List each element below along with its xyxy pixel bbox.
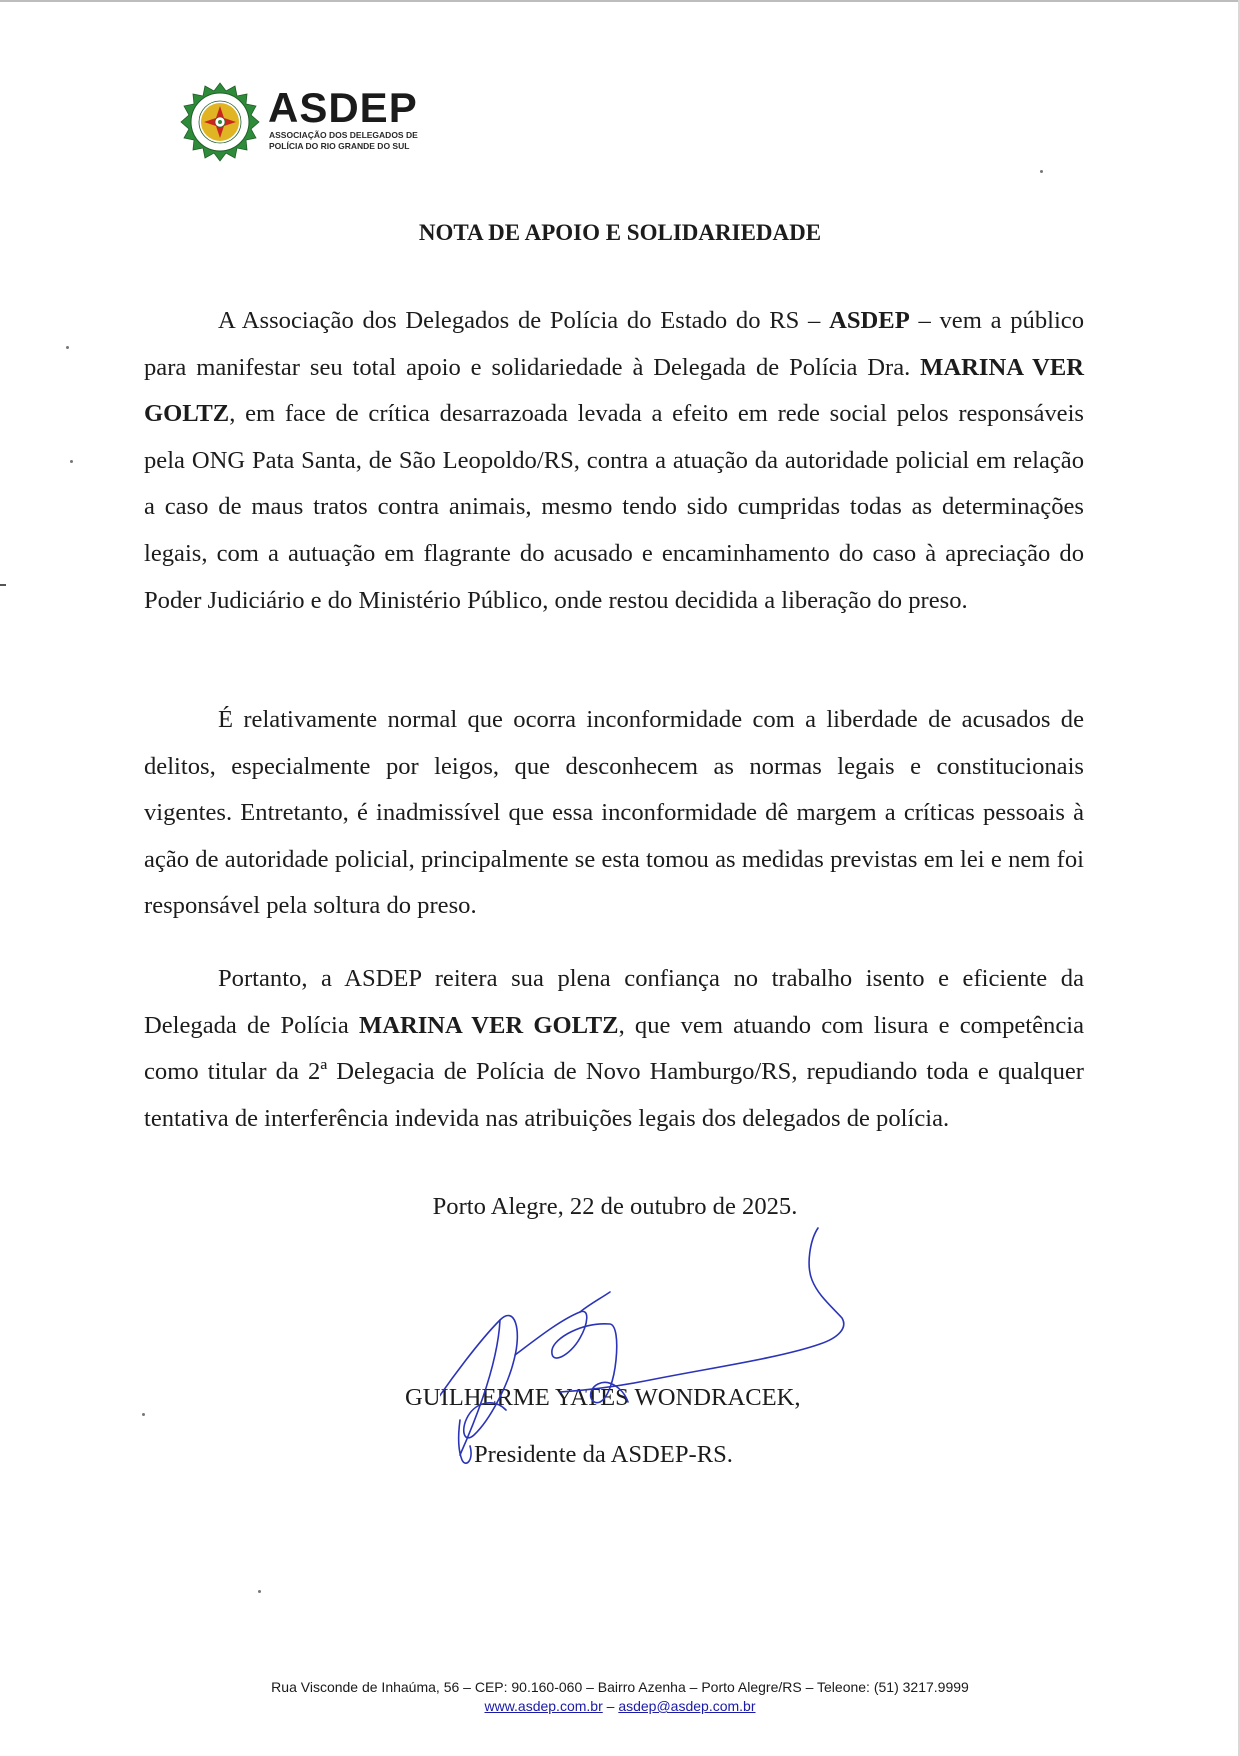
footer <box>0 1678 1240 1716</box>
scan-speck <box>70 460 73 463</box>
signer-name: GUILHERME YATES WONDRACEK, <box>405 1384 801 1411</box>
delegate-name-bold: MARINA VER GOLTZ <box>358 1011 619 1039</box>
paragraph-1-text-c: , em face de crítica desarrazoada levada a efeito em rede social pelos responsáveis pela ONG Pata Santa, de São Leopoldo/RS, contra a atuação da autoridade policial em relação a caso de maus tratos contra animais, mesmo tendo sido cumpridas todas as determinações legais, com a autuação em flagrante do acusado e encaminhamento do caso à apreciação do Poder Judiciário e do Ministério Público, onde restou decidida a liberação do preso. <box>144 400 1084 614</box>
paragraph-2-text: É relativamente normal que ocorra inconformidade com a liberdade de acusados de delitos, especialmente por leigos, que desconhecem as normas legais e constitucionais vigentes. Entretanto, é inadmissível que essa inconformidade dê margem a críticas pessoais à ação de autoridade policial, principalmente se esta tomou as medidas previstas em lei e nem foi responsável pela soltura do preso. <box>144 706 1084 920</box>
brand-subtitle-line1: ASSOCIAÇÃO DOS DELEGADOS DE <box>269 130 418 140</box>
scan-speck <box>258 1590 261 1593</box>
page-edge-top <box>0 0 1240 2</box>
paragraph-1-text-a: A Associação dos Delegados de Polícia do Estado do RS – <box>218 307 830 334</box>
scan-edge-mark <box>0 584 6 586</box>
paragraph-1-text-b: – vem a público para manifestar seu total apoio e solidariedade à Delegada de Polícia Dra. <box>144 307 1084 381</box>
brand-subtitle-line2: POLÍCIA DO RIO GRANDE DO SUL <box>269 141 410 151</box>
scan-speck <box>142 1413 145 1416</box>
paragraph-3 <box>144 956 1084 1142</box>
brand-name: ASDEP <box>268 84 418 131</box>
footer-links <box>0 1697 1240 1716</box>
paragraph-3-text-a: Portanto, a ASDEP reitera sua plena confiança no trabalho isento e eficiente da Delegada de Polícia <box>144 965 1084 1039</box>
email-link[interactable]: asdep@asdep.com.br <box>618 1698 756 1714</box>
delegate-name-bold: MARINA VER GOLTZ <box>144 353 1084 428</box>
handwritten-signature <box>440 1220 860 1470</box>
paragraph-3-text-b: , que vem atuando com lisura e competência como titular da 2ª Delegacia de Polícia de Novo Hamburgo/RS, repudiando toda e qualquer tentativa de interferência indevida nas atribuições legais dos delegados de polícia. <box>144 1011 1084 1132</box>
asdep-logo <box>180 82 480 162</box>
website-link[interactable]: www.asdep.com.br <box>484 1698 603 1714</box>
asdep-seal-emblem <box>180 82 260 162</box>
footer-address: Rua Visconde de Inhaúma, 56 – CEP: 90.160-060 – Bairro Azenha – Porto Alegre/RS – Teleone: (51) 3217.9999 <box>271 1679 969 1695</box>
scan-speck <box>1040 170 1043 173</box>
asdep-bold: ASDEP <box>829 307 910 334</box>
signer-role: Presidente da ASDEP-RS. <box>474 1441 733 1468</box>
document-title: NOTA DE APOIO E SOLIDARIEDADE <box>418 220 822 245</box>
paragraph-1 <box>144 298 1084 624</box>
paragraph-2 <box>144 697 1084 930</box>
footer-separator: – <box>602 1698 619 1714</box>
date-line: Porto Alegre, 22 de outubro de 2025. <box>432 1193 798 1220</box>
scan-speck <box>66 346 69 349</box>
